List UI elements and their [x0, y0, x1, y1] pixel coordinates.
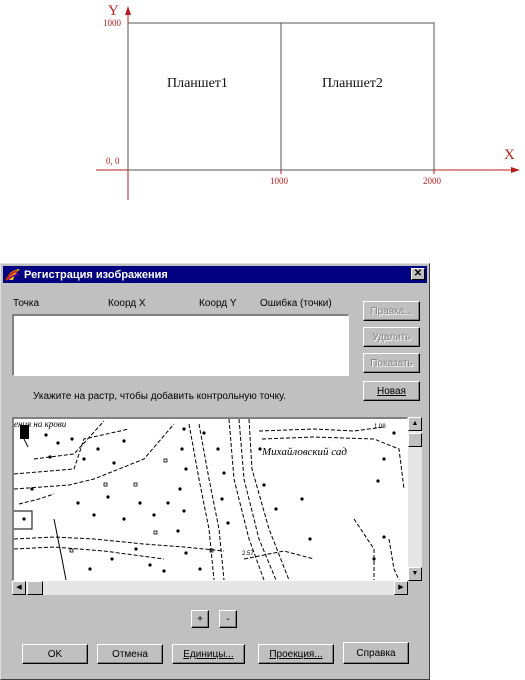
- app-icon: [5, 268, 21, 281]
- edit-button[interactable]: [363, 301, 420, 321]
- map-label-corner: 1.08: [374, 424, 386, 430]
- plus-icon: +: [197, 613, 203, 625]
- y-axis-label: Y: [108, 3, 119, 19]
- edit-button-label: Правка...: [370, 305, 413, 317]
- units-button[interactable]: [172, 644, 245, 664]
- sheet-2-label: Планшет2: [322, 76, 383, 91]
- scroll-left-button[interactable]: [12, 581, 26, 595]
- column-header-coord-x: Коорд X: [108, 298, 146, 309]
- origin-label: 0, 0: [106, 156, 120, 166]
- ok-button[interactable]: [22, 644, 88, 664]
- sheet-1-label: Планшет1: [167, 76, 228, 91]
- image-registration-dialog: [0, 263, 430, 680]
- title-bar[interactable]: [3, 266, 427, 283]
- hint-text: Укажите на растр, чтобы добавить контрольную точку.: [33, 391, 286, 402]
- arrow-left-icon: ◀: [16, 584, 22, 591]
- column-header-error: Ошибка (точки): [260, 298, 332, 309]
- projection-button[interactable]: [258, 644, 334, 664]
- sheet-2-frame: [281, 23, 434, 170]
- close-button[interactable]: [411, 268, 425, 280]
- map-label-mark: 2.57: [242, 551, 254, 557]
- column-header-coord-y: Коорд Y: [199, 298, 237, 309]
- scroll-down-button[interactable]: [408, 567, 422, 581]
- show-button[interactable]: [363, 353, 420, 373]
- dialog-title: Регистрация изображения: [24, 268, 168, 281]
- minus-icon: -: [226, 613, 230, 625]
- map-raster: [14, 419, 407, 580]
- zoom-in-button[interactable]: [191, 610, 209, 628]
- sheet-1-frame: [128, 23, 281, 170]
- diagram-canvas: [0, 0, 525, 215]
- arrow-up-icon: ▲: [411, 420, 419, 427]
- y-max-label: 1000: [103, 18, 121, 28]
- raster-map-view[interactable]: [12, 417, 408, 581]
- column-header-point: Точка: [13, 298, 40, 309]
- close-icon: ✕: [413, 268, 423, 279]
- y-axis-arrow: [125, 6, 131, 15]
- scroll-right-button[interactable]: [394, 581, 408, 595]
- cancel-button-label: Отмена: [112, 648, 148, 660]
- map-label-garden: Михайловский сад: [262, 446, 347, 458]
- x-tick-2000-label: 2000: [423, 176, 441, 186]
- ok-button-label: OK: [47, 648, 63, 660]
- control-points-list[interactable]: [12, 314, 349, 376]
- vertical-scrollbar[interactable]: [408, 417, 422, 581]
- help-button[interactable]: [343, 642, 409, 664]
- new-button[interactable]: [363, 381, 420, 401]
- x-tick-1000-label: 1000: [270, 176, 288, 186]
- map-label-street: ения на крови: [14, 419, 67, 429]
- scroll-up-button[interactable]: [408, 417, 422, 431]
- units-button-label: Единицы...: [183, 648, 234, 660]
- coordinate-diagram: [0, 0, 525, 215]
- horizontal-scrollbar[interactable]: [12, 581, 408, 595]
- zoom-out-button[interactable]: [219, 610, 237, 628]
- show-button-label: Показать: [370, 357, 413, 369]
- vertical-scroll-thumb[interactable]: [408, 433, 422, 447]
- cancel-button[interactable]: [97, 644, 163, 664]
- projection-button-label: Проекция...: [269, 648, 323, 660]
- horizontal-scroll-thumb[interactable]: [27, 581, 43, 595]
- delete-button-label: Удалить: [372, 331, 411, 343]
- delete-button[interactable]: [363, 327, 420, 347]
- new-button-label: Новая: [377, 385, 406, 397]
- arrow-right-icon: ▶: [398, 584, 404, 591]
- help-button-label: Справка: [356, 647, 396, 659]
- x-axis-label: X: [504, 147, 515, 163]
- arrow-down-icon: ▼: [411, 570, 419, 577]
- x-axis-arrow: [511, 167, 520, 173]
